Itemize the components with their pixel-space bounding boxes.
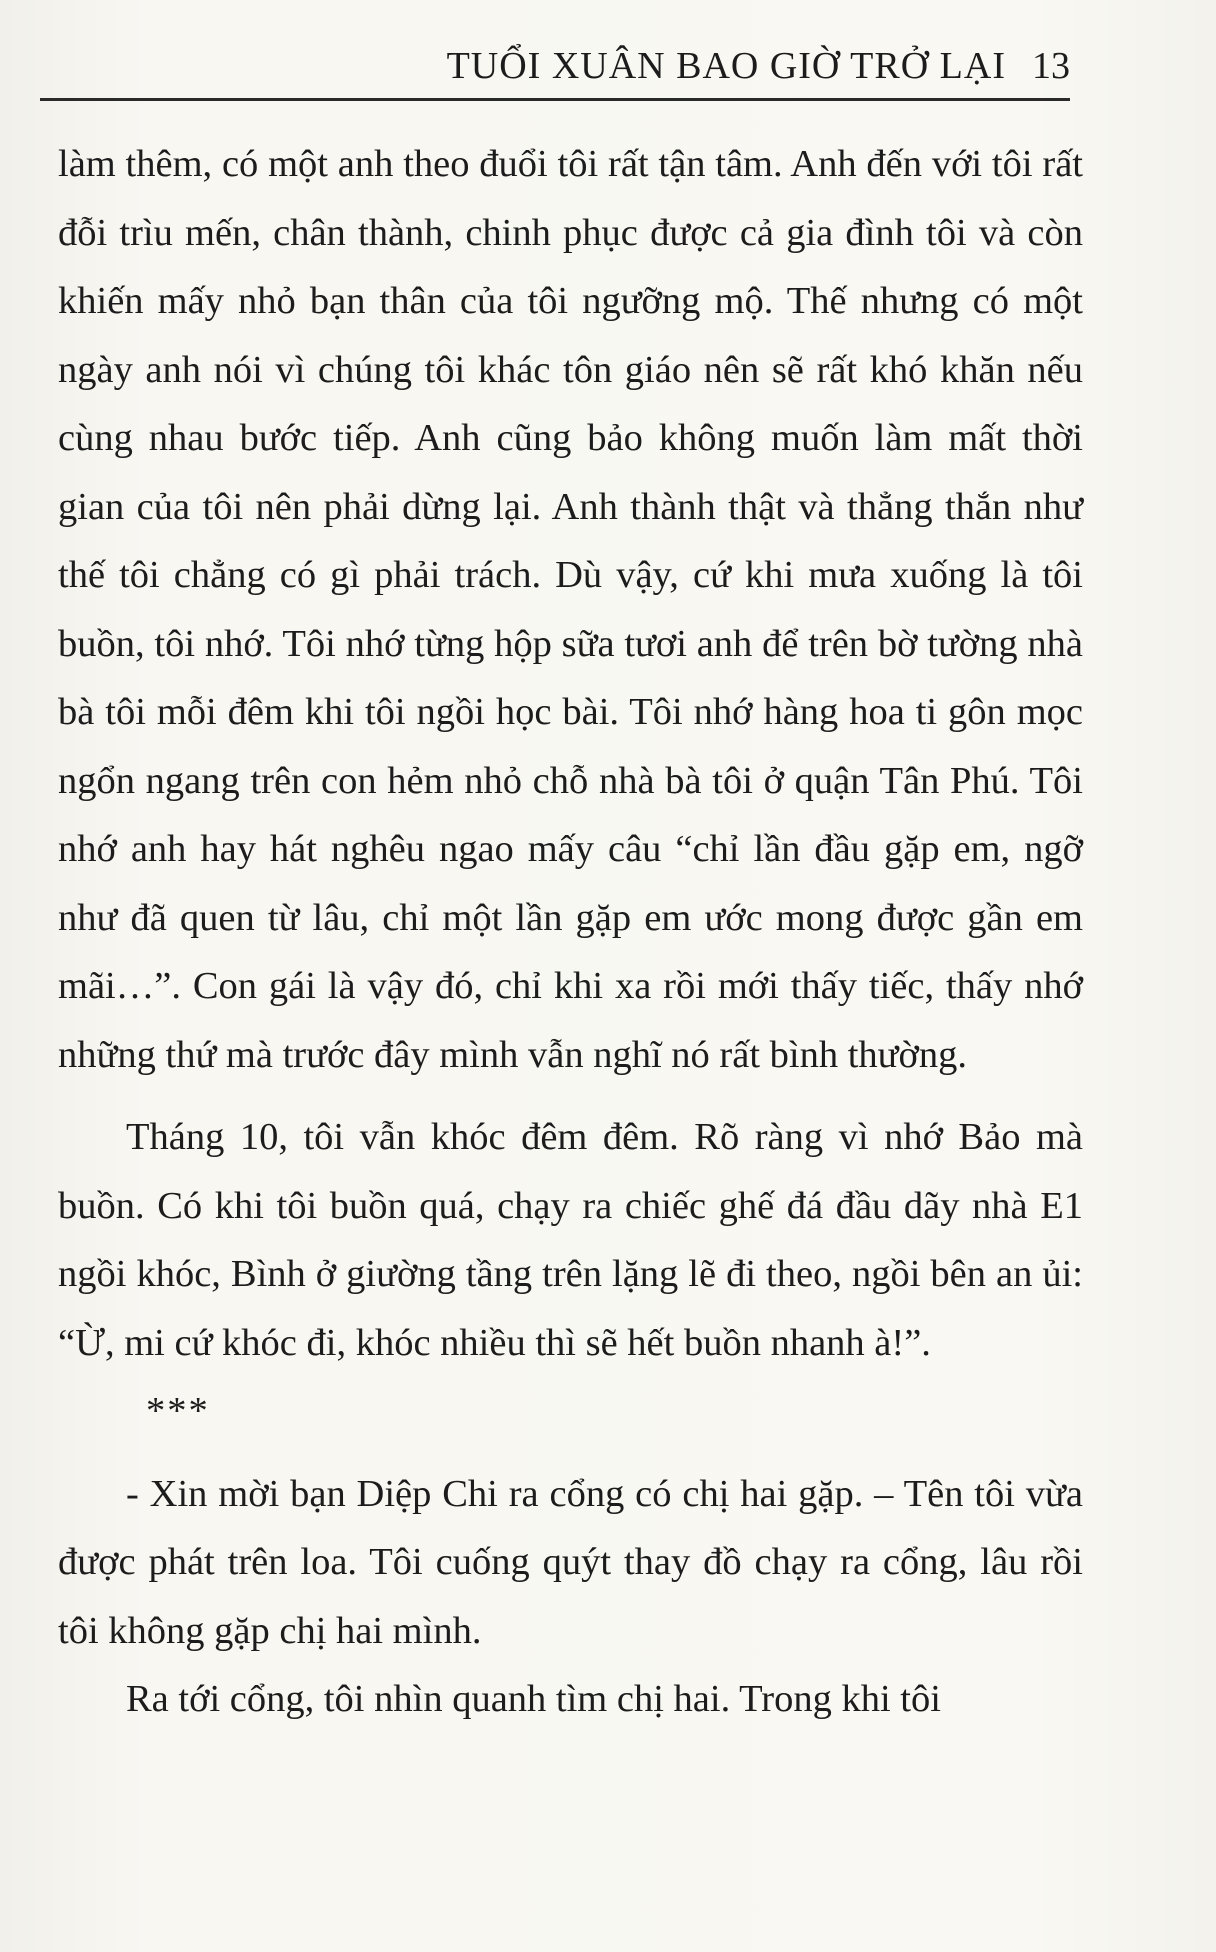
paragraph: - Xin mời bạn Diệp Chi ra cổng có chị hai gặp. – Tên tôi vừa được phát trên loa. Tôi cuống quýt thay đồ chạy ra cổng, lâu rồi tôi không gặp chị hai mình.: [58, 1472, 1083, 1652]
paragraph: làm thêm, có một anh theo đuổi tôi rất tận tâm. Anh đến với tôi rất đỗi trìu mến, chân thành, chinh phục được cả gia đình tôi và còn khiến mấy nhỏ bạn thân của tôi ngưỡng mộ. Thế nhưng có một ngày anh nói vì chúng tôi khác tôn giáo nên sẽ rất khó khăn nếu cùng nhau bước tiếp. Anh cũng bảo không muốn làm mất thời gian của tôi nên phải dừng lại. Anh thành thật và thẳng thắn như thế tôi chẳng có gì phải trách. Dù vậy, cứ khi mưa xuống là tôi buồn, tôi nhớ. Tôi nhớ từng hộp sữa tươi anh để trên bờ tường nhà bà tôi mỗi đêm khi tôi ngồi học bài. Tôi nhớ hàng hoa ti gôn mọc ngổn ngang trên con hẻm nhỏ chỗ nhà bà tôi ở quận Tân Phú. Tôi nhớ anh hay hát nghêu ngao mấy câu “chỉ lần đầu gặp em, ngỡ như đã quen từ lâu, chỉ một lần gặp em ước mong được gần em mãi…”. Con gái là vậy đó, chỉ khi xa rồi mới thấy tiếc, thấy nhớ những thứ mà trước đây mình vẫn nghĩ nó rất bình thường.: [58, 143, 1083, 1076]
page-number: 13: [1032, 45, 1070, 87]
paragraph: Tháng 10, tôi vẫn khóc đêm đêm. Rõ ràng vì nhớ Bảo mà buồn. Có khi tôi buồn quá, chạy ra chiếc ghế đá đầu dãy nhà E1 ngồi khóc, Bình ở giường tầng trên lặng lẽ đi theo, ngồi bên an ủi: “Ừ, mi cứ khóc đi, khóc nhiều thì sẽ hết buồn nhanh à!”.: [58, 1116, 1083, 1364]
section-separator: ***: [146, 1390, 210, 1432]
book-title: TUỔI XUÂN BAO GIỜ TRỞ LẠI: [446, 45, 1006, 87]
running-header: [40, 44, 1070, 101]
page-body: [58, 130, 1083, 1734]
paragraph: Ra tới cổng, tôi nhìn quanh tìm chị hai. Trong khi tôi: [126, 1678, 941, 1720]
